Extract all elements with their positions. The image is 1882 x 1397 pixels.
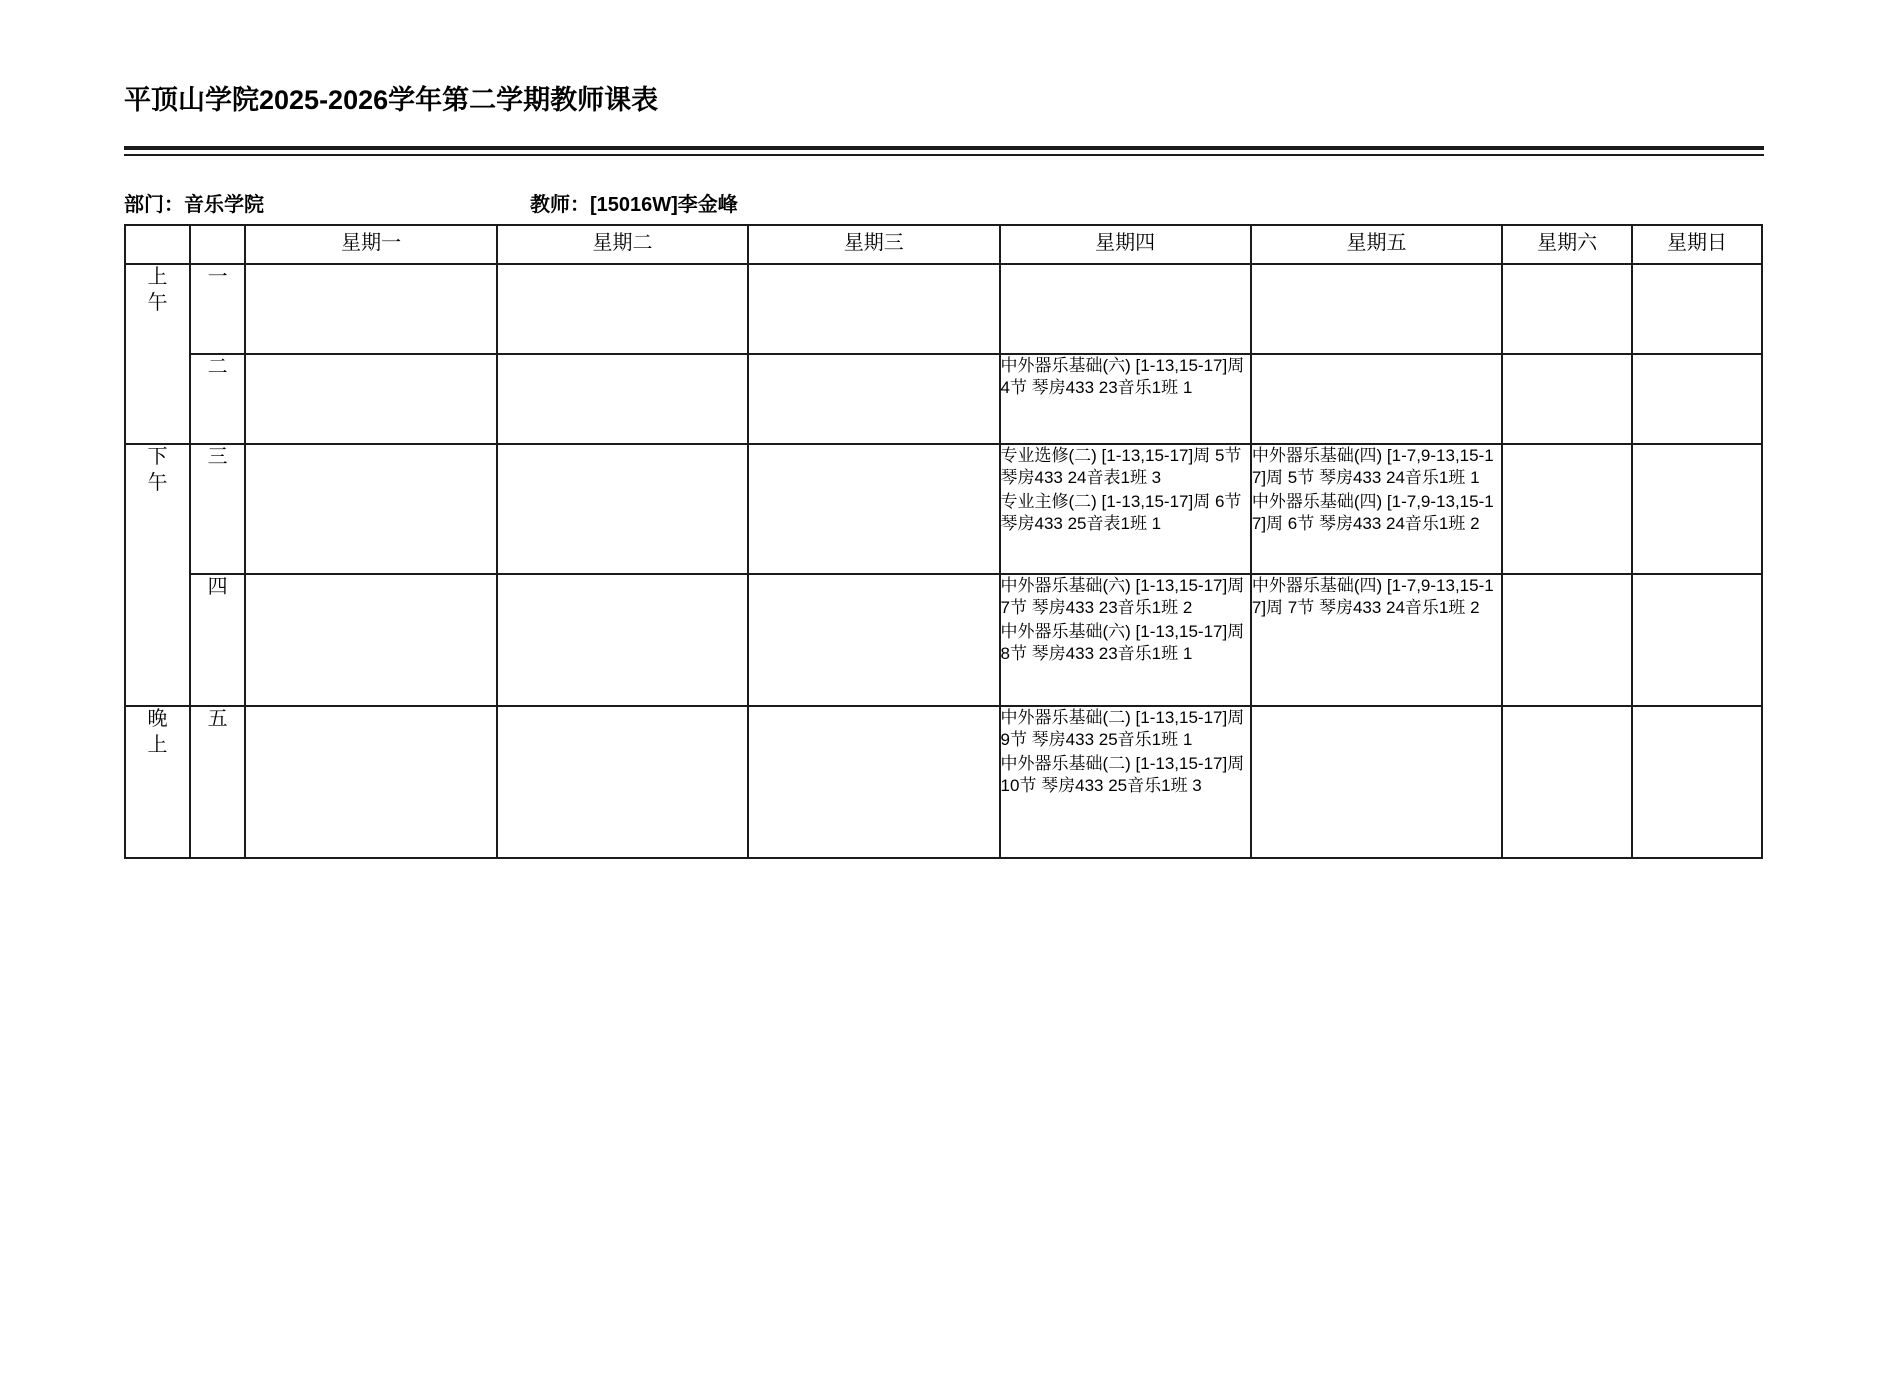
cell-mon-p3 (245, 444, 496, 574)
period-label-1: 一 (190, 264, 246, 354)
table-header-row (125, 225, 1762, 264)
cell-thu-p2 (1000, 354, 1251, 444)
cell-sun-p1 (1632, 264, 1762, 354)
department-label: 部门：音乐学院 (124, 194, 264, 216)
header-day-tuesday: 星期二 (497, 225, 748, 264)
table-row (125, 354, 1762, 444)
cell-tue-p3 (497, 444, 748, 574)
cell-tue-p1 (497, 264, 748, 354)
cell-sat-p3 (1502, 444, 1632, 574)
cell-sat-p1 (1502, 264, 1632, 354)
cell-mon-p5 (245, 706, 496, 858)
cell-mon-p1 (245, 264, 496, 354)
period-label-2: 二 (190, 354, 246, 444)
cell-sat-p2 (1502, 354, 1632, 444)
section-label-evening-text: 晚上 (147, 708, 168, 756)
cell-wed-p1 (748, 264, 999, 354)
page-title: 平顶山学院2025-2026学年第二学期教师课表 (124, 85, 659, 115)
course-entry: 中外器乐基础(六) [1-13,15-17]周 8节 琴房433 23音乐1班 1 (1000, 622, 1245, 664)
cell-fri-p2 (1251, 354, 1502, 444)
course-entry: 中外器乐基础(四) [1-7,9-13,15-17]周 6节 琴房433 24音乐1班 2 (1251, 492, 1494, 534)
cell-sun-p5 (1632, 706, 1762, 858)
table-row (125, 706, 1762, 858)
cell-tue-p5 (497, 706, 748, 858)
cell-thu-p4 (1000, 574, 1251, 706)
cell-thu-p3 (1000, 444, 1251, 574)
period-label-5: 五 (190, 706, 246, 858)
course-entry: 中外器乐基础(四) [1-7,9-13,15-17]周 7节 琴房433 24音乐1班 2 (1251, 576, 1494, 618)
period-label-4: 四 (190, 574, 246, 706)
cell-wed-p3 (748, 444, 999, 574)
course-entry: 中外器乐基础(六) [1-13,15-17]周 7节 琴房433 23音乐1班 2 (1000, 576, 1245, 618)
teacher-label: 教师：[15016W]李金峰 (530, 194, 738, 216)
header-day-monday: 星期一 (245, 225, 496, 264)
schedule-table (124, 224, 1763, 859)
cell-fri-p3 (1251, 444, 1502, 574)
header-day-friday: 星期五 (1251, 225, 1502, 264)
cell-thu-p1 (1000, 264, 1251, 354)
corner-cell-inner (190, 225, 246, 264)
period-label-3: 三 (190, 444, 246, 574)
section-label-evening (125, 706, 190, 858)
cell-sat-p4 (1502, 574, 1632, 706)
cell-mon-p2 (245, 354, 496, 444)
section-label-afternoon (125, 444, 190, 706)
cell-sat-p5 (1502, 706, 1632, 858)
course-entry: 中外器乐基础(二) [1-13,15-17]周 9节 琴房433 25音乐1班 1 (1000, 708, 1245, 750)
cell-tue-p2 (497, 354, 748, 444)
header-day-wednesday: 星期三 (748, 225, 999, 264)
cell-tue-p4 (497, 574, 748, 706)
cell-wed-p2 (748, 354, 999, 444)
table-row (125, 264, 1762, 354)
course-entry: 中外器乐基础(二) [1-13,15-17]周 10节 琴房433 25音乐1班 3 (1000, 754, 1245, 796)
title-divider-thin (124, 154, 1764, 156)
header-day-sunday: 星期日 (1632, 225, 1762, 264)
header-day-saturday: 星期六 (1502, 225, 1632, 264)
section-label-afternoon-text: 下午 (147, 446, 168, 494)
section-label-morning-text: 上午 (147, 266, 168, 314)
cell-mon-p4 (245, 574, 496, 706)
cell-wed-p5 (748, 706, 999, 858)
course-entry: 专业选修(二) [1-13,15-17]周 5节 琴房433 24音表1班 3 (1000, 446, 1242, 488)
cell-sun-p4 (1632, 574, 1762, 706)
header-day-thursday: 星期四 (1000, 225, 1251, 264)
corner-cell-outer (125, 225, 190, 264)
cell-fri-p5 (1251, 706, 1502, 858)
cell-thu-p5 (1000, 706, 1251, 858)
title-divider-thick (124, 146, 1764, 150)
table-row (125, 574, 1762, 706)
cell-sun-p3 (1632, 444, 1762, 574)
section-label-morning (125, 264, 190, 444)
course-entry: 专业主修(二) [1-13,15-17]周 6节 琴房433 25音表1班 1 (1000, 492, 1242, 534)
cell-sun-p2 (1632, 354, 1762, 444)
course-entry: 中外器乐基础(六) [1-13,15-17]周 4节 琴房433 23音乐1班 1 (1000, 356, 1245, 398)
cell-fri-p1 (1251, 264, 1502, 354)
table-row (125, 444, 1762, 574)
cell-fri-p4 (1251, 574, 1502, 706)
course-entry: 中外器乐基础(四) [1-7,9-13,15-17]周 5节 琴房433 24音乐1班 1 (1251, 446, 1494, 488)
cell-wed-p4 (748, 574, 999, 706)
